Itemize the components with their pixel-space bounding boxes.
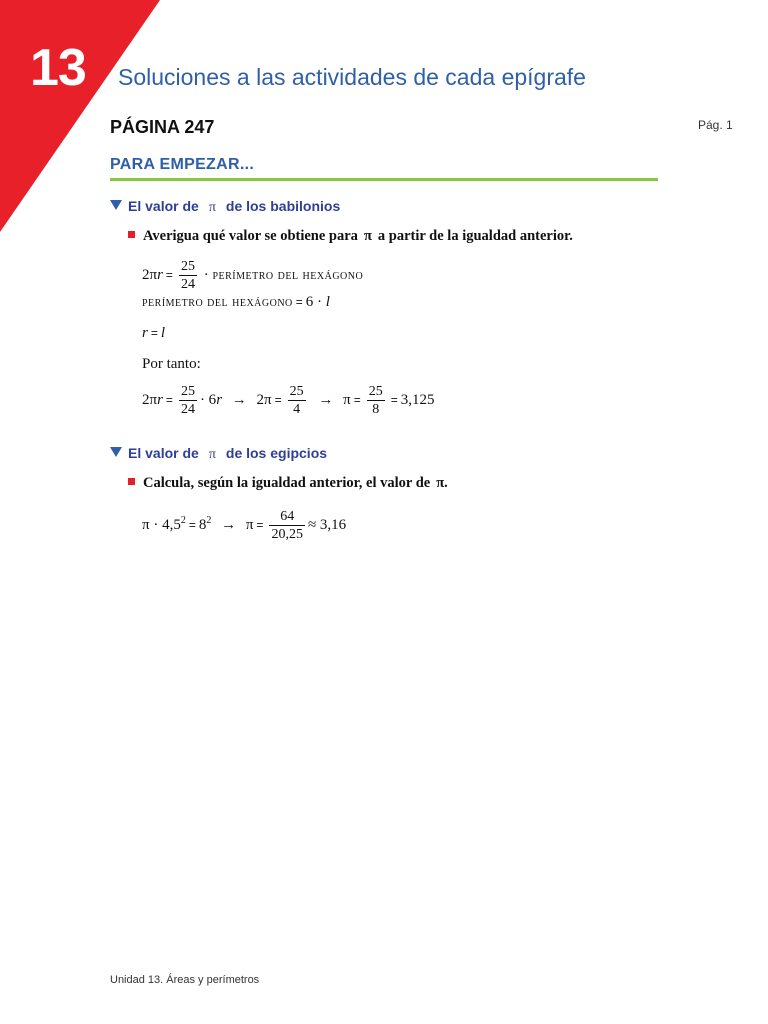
- fraction: $\frac{25}{8}$: [368, 384, 383, 417]
- math-var: l: [325, 294, 330, 310]
- task-text-pre: Averigua qué valor se obtiene para: [143, 228, 358, 244]
- arrow-icon: →: [231, 391, 247, 408]
- math-term: 2π: [142, 266, 158, 283]
- math-var: r: [142, 325, 148, 341]
- equation-3: r = l: [142, 325, 166, 341]
- fraction: $\frac{25}{24}$: [180, 259, 195, 292]
- subsection-heading-egipcios: El valor de π de los egipcios: [110, 444, 327, 464]
- subsection-heading-babilonios: [110, 197, 340, 217]
- fraction: $\frac{64}{20,25}$: [271, 509, 303, 542]
- pi-symbol: π: [208, 447, 216, 462]
- math-var: l: [160, 325, 166, 341]
- square-bullet-icon: [128, 231, 135, 238]
- page-label: PÁGINA 247: [110, 117, 215, 137]
- equation-2: perímetro del hexágono = 6 · l: [142, 294, 330, 310]
- perimeter-term: perímetro del hexágono: [212, 267, 364, 283]
- task-egipcios: Calcula, según la igualdad anterior, el valor de π.: [128, 475, 448, 492]
- result-value: 3,125: [400, 391, 435, 408]
- math-var: r: [157, 266, 163, 283]
- page-title: Soluciones a las actividades de cada epígrafe: [118, 64, 586, 90]
- result-value: ≈ 3,16: [307, 516, 347, 533]
- por-tanto-text: Por tanto:: [142, 356, 201, 372]
- square-bullet-icon: [128, 478, 135, 485]
- pi-symbol: π: [208, 200, 216, 215]
- section-heading: PARA EMPEZAR...: [110, 156, 255, 173]
- heading-text-pre: El valor de: [128, 198, 199, 214]
- math-term: 6 ·: [305, 294, 323, 310]
- task-text-post: a partir de la igualdad anterior.: [377, 228, 573, 244]
- page-number: Pág. 1: [698, 118, 733, 132]
- fraction: $\frac{25}{4}$: [289, 384, 304, 417]
- task-babilonios: [128, 228, 573, 245]
- unit-number: 13: [30, 39, 86, 97]
- arrow-icon: →: [318, 391, 334, 408]
- equation-1: 2πr = $\frac{25}{24}$ · perímetro del hexágono: [142, 259, 364, 292]
- section-divider: [110, 178, 658, 181]
- equation-4: 2πr = $\frac{25}{24}$ · 6r → 2π = $\frac{25}{4}$ → π = $\frac{25}{8}$ = 3,125: [142, 384, 435, 417]
- triangle-bullet-icon: [110, 200, 122, 210]
- arrow-icon: →: [221, 516, 237, 533]
- triangle-bullet-icon: [110, 447, 122, 457]
- heading-text-post: de los babilonios: [225, 198, 341, 214]
- perimeter-term: perímetro del hexágono: [142, 295, 293, 310]
- equation-5: $\pi \cdot 4,5^2 = 8^2 \to \pi$ = $\frac{64}{20,25}$ ≈ 3,16: [142, 509, 347, 542]
- footer-text: Unidad 13. Áreas y perímetros: [110, 974, 260, 986]
- fraction: $\frac{25}{24}$: [180, 384, 195, 417]
- pi-symbol: π: [363, 228, 372, 244]
